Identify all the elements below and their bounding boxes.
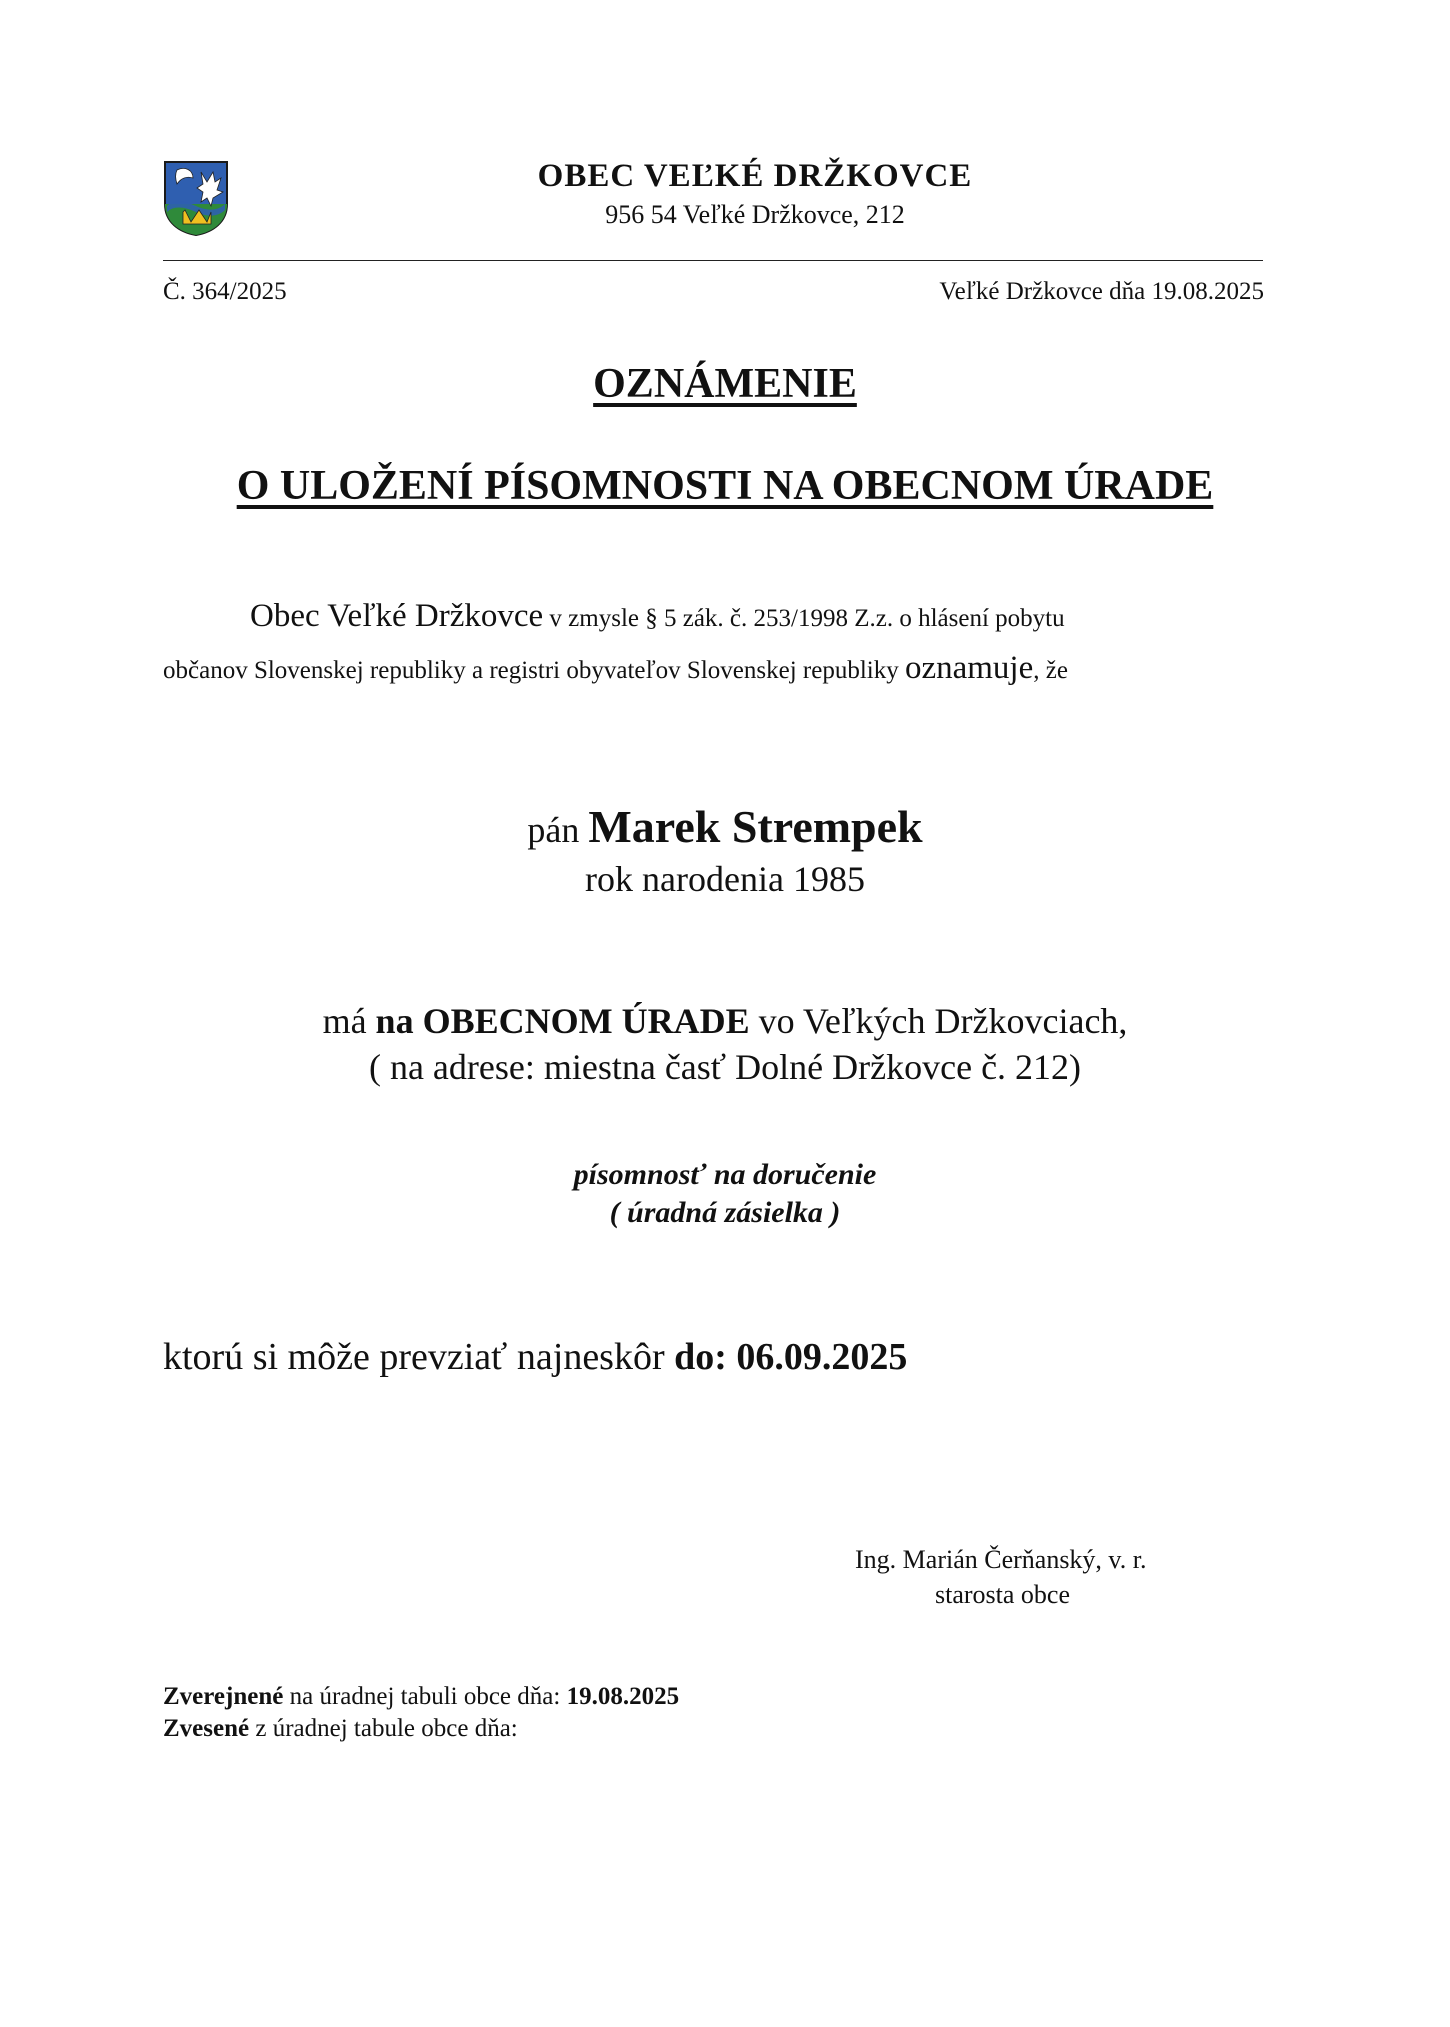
published-date: 19.08.2025 bbox=[566, 1683, 680, 1710]
published-text: na úradnej tabuli obce dňa: bbox=[283, 1683, 567, 1710]
header-divider bbox=[163, 260, 1263, 261]
intro-announces: oznamuje bbox=[904, 650, 1034, 686]
intro-end: , že bbox=[1033, 657, 1068, 684]
pickup-deadline bbox=[163, 1335, 907, 1379]
intro-line-2 bbox=[163, 650, 1068, 687]
published-line bbox=[163, 1683, 679, 1711]
signatory-role: starosta obce bbox=[935, 1580, 1071, 1609]
intro-legal-reference: v zmysle § 5 zák. č. 253/1998 Z.z. o hlásení pobytu bbox=[543, 605, 1065, 632]
office-location: vo Veľkých Držkovciach, bbox=[749, 1001, 1128, 1041]
document-type: písomnosť na doručenie bbox=[573, 1158, 877, 1191]
recipient-line bbox=[0, 800, 1450, 853]
reference-number: Č. 364/2025 bbox=[163, 278, 287, 305]
office-pre: má bbox=[322, 1001, 376, 1041]
municipality-address: 956 54 Veľké Držkovce, 212 bbox=[605, 200, 905, 229]
municipality-name: OBEC VEĽKÉ DRŽKOVCE bbox=[537, 158, 973, 194]
recipient-name: Marek Strempek bbox=[588, 801, 923, 852]
recipient-salutation: pán bbox=[527, 810, 589, 850]
intro-line-1 bbox=[250, 598, 1065, 635]
office-name: na OBECNOM ÚRADE bbox=[375, 1001, 750, 1041]
recipient-birth-year: rok narodenia 1985 bbox=[585, 859, 865, 899]
removed-text: z úradnej tabule obce dňa: bbox=[249, 1715, 518, 1742]
intro-continuation: občanov Slovenskej republiky a registri obyvateľov Slovenskej republiky bbox=[163, 657, 905, 684]
deadline-text: ktorú si môže prevziať najneskôr bbox=[163, 1336, 675, 1378]
office-line bbox=[0, 1000, 1450, 1042]
removed-label: Zvesené bbox=[163, 1715, 250, 1742]
intro-municipality: Obec Veľké Držkovce bbox=[250, 598, 544, 634]
signatory-name: Ing. Marián Čerňanský, v. r. bbox=[855, 1545, 1147, 1574]
published-label: Zverejnené bbox=[163, 1683, 284, 1710]
document-title: OZNÁMENIE bbox=[593, 361, 857, 407]
document-kind: ( úradná zásielka ) bbox=[609, 1196, 841, 1229]
deadline-date: do: 06.09.2025 bbox=[674, 1336, 908, 1378]
document-subtitle: O ULOŽENÍ PÍSOMNOSTI NA OBECNOM ÚRADE bbox=[236, 463, 1214, 509]
place-and-date: Veľké Držkovce dňa 19.08.2025 bbox=[939, 278, 1264, 305]
removed-line bbox=[163, 1715, 518, 1743]
office-address: ( na adrese: miestna časť Dolné Držkovce č. 212) bbox=[368, 1047, 1082, 1087]
